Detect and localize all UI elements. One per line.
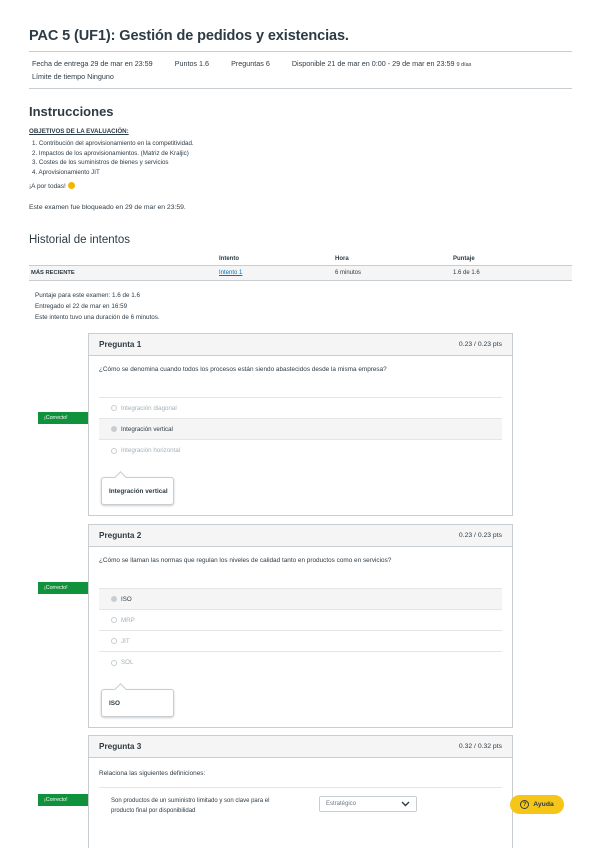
- answer-option: JIT: [99, 631, 502, 652]
- question-header: [89, 736, 512, 758]
- question-card: [88, 333, 513, 516]
- help-label: Ayuda: [533, 801, 554, 808]
- attempt-cell: [217, 266, 333, 281]
- due-date: Fecha de entrega 29 de mar en 23:59: [32, 59, 153, 68]
- response-tooltip: ISO: [101, 689, 174, 717]
- radio-icon: [111, 617, 117, 623]
- answer-option: Integración vertical: [99, 419, 502, 440]
- table-row: [29, 266, 572, 281]
- answer-option: Integración diagonal: [99, 398, 502, 419]
- answer-option: ISO: [99, 589, 502, 610]
- answer-option: Integración horizontal: [99, 440, 502, 461]
- smile-emoji-icon: [68, 182, 75, 189]
- attempt-link[interactable]: Intento 1: [219, 270, 243, 276]
- column-header: Intento: [217, 252, 333, 266]
- recent-label: MÁS RECIENTE: [29, 266, 217, 281]
- availability: Disponible 21 de mar en 0:00 - 29 de mar en 23:59 9 días: [291, 59, 472, 68]
- column-header: Hora: [333, 252, 451, 266]
- help-icon: ?: [520, 800, 529, 809]
- question-points: 0.23 / 0.23 pts: [458, 341, 502, 348]
- greeting: ¡A por todas!: [29, 182, 572, 190]
- radio-icon: [111, 426, 117, 432]
- exam-meta: [29, 52, 572, 82]
- score-cell: 1.6 de 1.6: [451, 266, 572, 281]
- answer-option: SOL: [99, 652, 502, 673]
- response-tooltip: Integración vertical: [101, 477, 174, 505]
- column-header: Puntaje: [451, 252, 572, 266]
- radio-icon: [111, 448, 117, 454]
- question-card: [88, 524, 513, 728]
- points: Puntos 1.6: [174, 59, 210, 68]
- chevron-down-icon: [401, 801, 410, 807]
- instructions-heading: Instrucciones: [29, 104, 114, 119]
- page-title: PAC 5 (UF1): Gestión de pedidos y existencias.: [29, 28, 349, 44]
- question-header: [89, 334, 512, 356]
- radio-icon: [111, 596, 117, 602]
- divider: [29, 88, 572, 89]
- question-count: Preguntas 6: [231, 59, 270, 68]
- list-item: 1. Contribución del aprovisionamiento en la competitividad.: [32, 140, 194, 147]
- question-text: ¿Cómo se denomina cuando todos los procesos están siendo abastecidos desde la misma empresa?: [99, 356, 502, 398]
- answer-option: MRP: [99, 610, 502, 631]
- question-name: Pregunta 2: [99, 531, 142, 540]
- history-heading: Historial de intentos: [29, 234, 130, 246]
- correct-flag: ¡Correcto!: [38, 794, 94, 806]
- objectives-title: OBJETIVOS DE LA EVALUACIÓN:: [29, 128, 129, 135]
- column-header: [29, 252, 217, 266]
- time-limit: Límite de tiempo Ninguno: [32, 72, 114, 81]
- radio-icon: [111, 660, 117, 666]
- question-points: 0.23 / 0.23 pts: [458, 532, 502, 539]
- attempt-history-table: [29, 252, 572, 281]
- match-select[interactable]: Estratégico: [319, 796, 417, 812]
- correct-flag: ¡Correcto!: [38, 412, 94, 424]
- question-text: ¿Cómo se llaman las normas que regulan los niveles de calidad tanto en productos como en servicios?: [99, 547, 502, 589]
- match-row: [89, 796, 512, 816]
- attempt-summary: [35, 290, 572, 323]
- match-definition: Son productos de un suministro limitado y son clave para el producto final por disponibilidad: [111, 798, 270, 814]
- question-name: Pregunta 3: [99, 742, 142, 751]
- help-button[interactable]: [510, 795, 564, 814]
- list-item: 3. Costes de los suministros de bienes y servicios: [32, 159, 169, 166]
- locked-notice: Este examen fue bloqueado en 29 de mar en 23:59.: [29, 204, 186, 211]
- objectives-list: [32, 139, 572, 177]
- question-header: [89, 525, 512, 547]
- radio-icon: [111, 405, 117, 411]
- duration-summary: Este intento tuvo una duración de 6 minutos.: [35, 314, 160, 321]
- list-item: 4. Aprovisionamiento JIT: [32, 168, 100, 176]
- question-card: [88, 735, 513, 848]
- list-item: 2. Impactos de los aprovisionamientos. (Matriz de Kraljic): [32, 149, 189, 157]
- radio-icon: [111, 638, 117, 644]
- exam-page: [29, 28, 572, 323]
- question-text: Relaciona las siguientes definiciones:: [99, 758, 502, 788]
- score-summary: Puntaje para este examen: 1.6 de 1.6: [35, 292, 141, 299]
- question-name: Pregunta 1: [99, 340, 142, 349]
- correct-flag: ¡Correcto!: [38, 582, 94, 594]
- submitted-summary: Entregado el 22 de mar en 16:59: [35, 303, 128, 310]
- time-cell: 6 minutos: [333, 266, 451, 281]
- question-points: 0.32 / 0.32 pts: [458, 743, 502, 750]
